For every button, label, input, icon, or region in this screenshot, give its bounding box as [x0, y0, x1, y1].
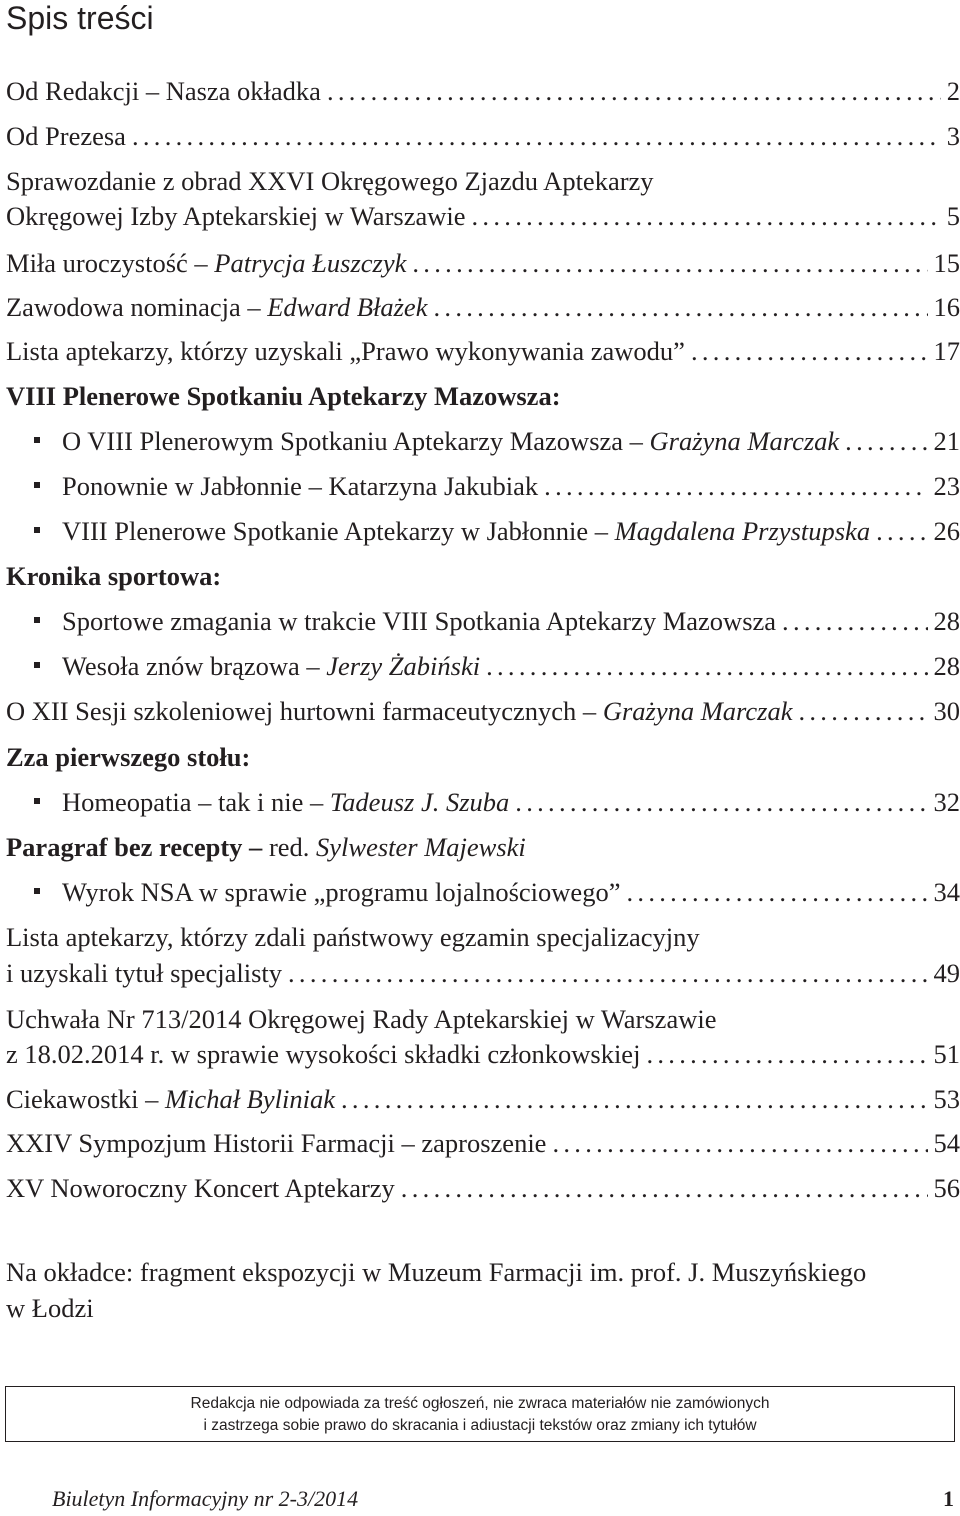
toc-title-text: Kronika sportowa:: [6, 561, 222, 591]
toc-page-number: 17: [933, 336, 960, 366]
toc-section-heading: [6, 379, 960, 413]
toc-title-text: Sportowe zmagania w trakcie VIII Spotkania Aptekarzy Mazowsza: [62, 606, 777, 636]
toc-title-text: Od Redakcji – Nasza okładka: [6, 76, 321, 106]
toc-entry-title: [6, 379, 561, 413]
square-bullet-icon: [34, 482, 40, 488]
toc-entry-title: [6, 1037, 640, 1071]
dot-leader: [433, 290, 927, 324]
square-bullet-icon: [34, 437, 40, 443]
dot-leader: [544, 469, 927, 503]
toc-section-heading: [6, 740, 960, 774]
toc-author: Edward Błażek: [267, 292, 428, 322]
toc-page-number: 34: [933, 877, 960, 907]
dot-leader: [552, 1126, 927, 1160]
dot-leader: [412, 246, 927, 280]
square-bullet-icon: [34, 798, 40, 804]
toc-author: Sylwester Majewski: [316, 832, 526, 862]
toc-title-text: z 18.02.2014 r. w sprawie wysokości składki członkowskiej: [6, 1039, 641, 1069]
toc-title-text: Zawodowa nominacja –: [6, 292, 268, 322]
toc-page-number: 32: [933, 787, 960, 817]
dot-leader: [845, 424, 927, 458]
toc-page-number: 49: [933, 958, 960, 988]
toc-entry-title: [62, 469, 538, 503]
toc-title-text: Ponownie w Jabłonnie – Katarzyna Jakubiak: [62, 471, 539, 501]
toc-entry: [6, 246, 960, 280]
cover-note-line-1: Na okładce: fragment ekspozycji w Muzeum Farmacji im. prof. J. Muszyńskiego: [6, 1257, 867, 1287]
toc-author: Michał Byliniak: [165, 1084, 335, 1114]
toc-entry-title: [6, 1126, 546, 1160]
toc-entry-title: [62, 875, 620, 909]
toc-entry: [6, 1082, 960, 1116]
toc-entry-title: [6, 119, 126, 153]
toc-page-number: 23: [933, 471, 960, 501]
toc-entry-title: [6, 74, 321, 108]
toc-entry: [34, 785, 960, 819]
toc-title-text: Miła uroczystość –: [6, 248, 215, 278]
toc-entry: [6, 164, 960, 198]
square-bullet-icon: [34, 527, 40, 533]
toc-entry: [34, 469, 960, 503]
dot-leader: [646, 1037, 927, 1071]
toc-title-text: Ciekawostki –: [6, 1084, 165, 1114]
footer-publication-title: Biuletyn Informacyjny nr 2-3/2014: [52, 1486, 359, 1511]
toc-page-number: 15: [933, 248, 960, 278]
toc-entry: [34, 604, 960, 638]
toc-author: Tadeusz J. Szuba: [329, 787, 510, 817]
toc-author: Patrycja Łuszczyk: [214, 248, 407, 278]
toc-entry: [34, 649, 960, 683]
square-bullet-icon: [34, 662, 40, 668]
toc-entry: [6, 694, 960, 728]
toc-entry: [6, 1037, 960, 1071]
toc-page-number: 28: [933, 651, 960, 681]
toc-entry: [6, 290, 960, 324]
dot-leader: [876, 514, 927, 548]
notice-line-1: Redakcja nie odpowiada za treść ogłoszeń, nie zwraca materiałów nie zamówionych: [190, 1395, 770, 1412]
toc-author: Jerzy Żabiński: [326, 651, 481, 681]
cover-note-line-2: w Łodzi: [6, 1293, 94, 1323]
toc-entry-title: [6, 164, 654, 198]
toc-section-heading: [6, 830, 960, 864]
toc-title-text: O XII Sesji szkoleniowej hurtowni farmaceutycznych –: [6, 696, 603, 726]
toc-page-number: 26: [933, 516, 960, 546]
toc-title-text: Wyrok NSA w sprawie „programu lojalnościowego”: [62, 877, 621, 907]
toc-entry: [6, 334, 960, 368]
dot-leader: [486, 649, 927, 683]
toc-entry: [34, 424, 960, 458]
dot-leader: [798, 694, 927, 728]
cover-note: [6, 1254, 960, 1326]
toc-entry-title: [62, 514, 870, 548]
toc-entry-title: [6, 956, 282, 990]
toc-title-text: VIII Plenerowe Spotkaniu Aptekarzy Mazowsza:: [6, 381, 561, 411]
toc-title-text: Zza pierwszego stołu:: [6, 742, 251, 772]
toc-page-number: 53: [933, 1084, 960, 1114]
toc-entry: [6, 1126, 960, 1160]
dot-leader: [288, 956, 928, 990]
toc-title-text: Okręgowej Izby Aptekarskiej w Warszawie: [6, 201, 466, 231]
toc-entry: [6, 1002, 960, 1036]
toc-title-text: Wesoła znów brązowa –: [62, 651, 327, 681]
toc-entry-title: [62, 424, 839, 458]
toc-page-number: 51: [933, 1039, 960, 1069]
dot-leader: [132, 119, 941, 153]
toc-title-text: Sprawozdanie z obrad XXVI Okręgowego Zjazdu Aptekarzy: [6, 166, 654, 196]
toc-entry-title: [62, 785, 509, 819]
toc-entry: [6, 119, 960, 153]
toc-entry: [34, 875, 960, 909]
toc-title-text: Od Prezesa: [6, 121, 126, 151]
toc-page-number: 28: [933, 606, 960, 636]
toc-title-text: O VIII Plenerowym Spotkaniu Aptekarzy Mazowsza –: [62, 426, 650, 456]
toc-title-text: VIII Plenerowe Spotkanie Aptekarzy w Jabłonnie –: [62, 516, 615, 546]
toc-title-text: Lista aptekarzy, którzy uzyskali „Prawo wykonywania zawodu”: [6, 336, 685, 366]
dot-leader: [341, 1082, 928, 1116]
toc-entry-title: [6, 694, 792, 728]
toc-entry-title: [6, 334, 685, 368]
toc-page-number: 5: [946, 201, 960, 231]
page-title: Spis treści: [6, 0, 154, 36]
footer-page-number: 1: [943, 1486, 954, 1511]
dot-leader: [782, 604, 927, 638]
toc-entry-title: [62, 649, 480, 683]
dot-leader: [626, 875, 927, 909]
toc-entry-title: [6, 1171, 395, 1205]
toc-entry: [6, 1171, 960, 1205]
toc-entry: [6, 956, 960, 990]
toc-title-text: Uchwała Nr 713/2014 Okręgowej Rady Aptekarskiej w Warszawie: [6, 1004, 717, 1034]
toc-page-number: 16: [933, 292, 960, 322]
toc-entry-title: [6, 1002, 716, 1036]
toc-page-number: 21: [933, 426, 960, 456]
toc-page-number: 30: [933, 696, 960, 726]
toc-title-text: XXIV Sympozjum Historii Farmacji – zaproszenie: [6, 1128, 547, 1158]
toc-section-heading: [6, 559, 960, 593]
toc-title-text: Paragraf bez recepty –: [6, 832, 269, 862]
toc-author: Grażyna Marczak: [602, 696, 793, 726]
toc-title-text: Homeopatia – tak i nie –: [62, 787, 330, 817]
toc-entry-title: [6, 920, 700, 954]
toc-entry-title: [62, 604, 776, 638]
toc-page-number: 3: [946, 121, 960, 151]
toc-entry-title: [6, 559, 221, 593]
dot-leader: [691, 334, 928, 368]
editorial-notice: [5, 1386, 955, 1442]
square-bullet-icon: [34, 888, 40, 894]
toc-entry: [34, 514, 960, 548]
toc-entry-title: [6, 740, 250, 774]
toc-title-text: i uzyskali tytuł specjalisty: [6, 958, 282, 988]
toc-entry-title: [6, 290, 427, 324]
dot-leader: [327, 74, 941, 108]
toc-entry: [6, 74, 960, 108]
dot-leader: [472, 199, 941, 233]
toc-entry-title: [6, 199, 466, 233]
square-bullet-icon: [34, 617, 40, 623]
toc-author: Magdalena Przystupska: [614, 516, 871, 546]
dot-leader: [515, 785, 927, 819]
toc-page-number: 54: [933, 1128, 960, 1158]
toc-entry: [6, 199, 960, 233]
toc-entry: [6, 920, 960, 954]
notice-line-2: i zastrzega sobie prawo do skracania i adiustacji tekstów oraz zmiany ich tytułów: [203, 1417, 757, 1434]
toc-title-text: XV Noworoczny Koncert Aptekarzy: [6, 1173, 395, 1203]
toc-editor-prefix: red.: [268, 832, 317, 862]
toc-author: Grażyna Marczak: [649, 426, 840, 456]
toc-page-number: 2: [946, 76, 960, 106]
toc-page-number: 56: [933, 1173, 960, 1203]
dot-leader: [401, 1171, 928, 1205]
toc-title-text: Lista aptekarzy, którzy zdali państwowy egzamin specjalizacyjny: [6, 922, 700, 952]
toc-entry-title: [6, 1082, 335, 1116]
toc-entry-title: [6, 246, 406, 280]
toc-entry-title: [6, 830, 526, 864]
